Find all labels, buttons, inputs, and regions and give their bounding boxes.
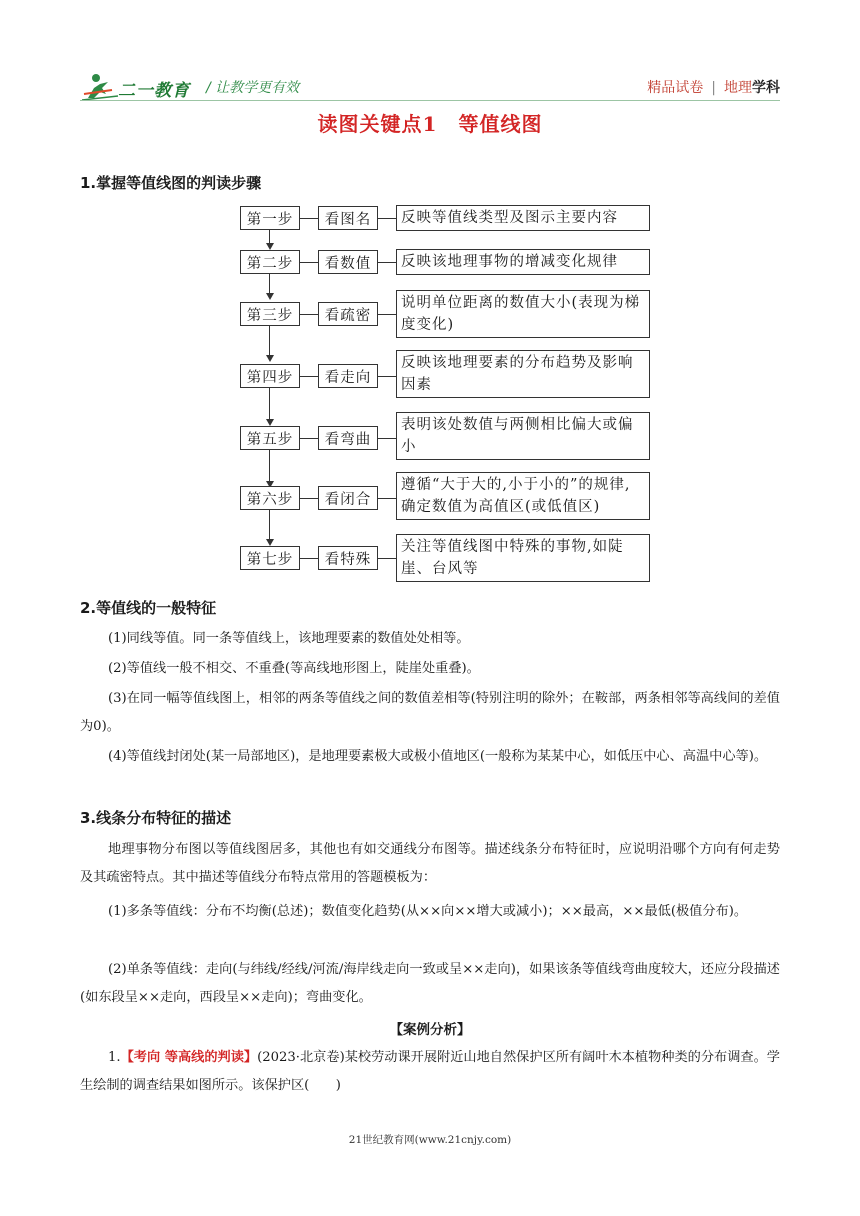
- section-2-paragraph-1: (1)同线等值。同一条等值线上，该地理要素的数值处处相等。: [108, 631, 470, 646]
- section-2-heading: 2.等值线的一般特征: [80, 599, 217, 617]
- flow-arrow: [269, 326, 270, 356]
- flow-connector: [378, 558, 396, 559]
- case-question: [80, 1044, 780, 1100]
- question-number: 1.: [108, 1050, 121, 1065]
- flow-step-1: 第一步: [240, 206, 300, 230]
- flow-arrowhead: [266, 539, 274, 546]
- flow-look-1: 看图名: [318, 206, 378, 230]
- section-1-heading: 1.掌握等值线图的判读步骤: [80, 174, 262, 192]
- flow-arrowhead: [266, 355, 274, 362]
- section-2-paragraph-4: (4)等值线封闭处(某一局部地区)，是地理要素极大或极小值地区(一般称为某某中心，如低压中心、高温中心等)。: [108, 749, 768, 764]
- flow-arrowhead: [266, 293, 274, 300]
- flow-connector: [300, 218, 318, 219]
- flow-arrow: [269, 230, 270, 244]
- flow-look-5: 看弯曲: [318, 426, 378, 450]
- section-3-heading: 3.线条分布特征的描述: [80, 809, 232, 827]
- header-subject-a: 地理: [724, 80, 752, 96]
- flow-arrow: [269, 388, 270, 420]
- flow-step-5: 第五步: [240, 426, 300, 450]
- header-separator: |: [711, 80, 716, 96]
- flow-connector: [300, 314, 318, 315]
- flow-arrowhead: [266, 419, 274, 426]
- question-tag: 【考向 等高线的判读】: [120, 1050, 258, 1065]
- flow-step-3: 第三步: [240, 302, 300, 326]
- section-3-paragraph-3: (2)单条等值线：走向(与纬线/经线/河流/海岸线走向一致或呈××走向)，如果该条等值线弯曲度较大，还应分段描述(如东段呈××走向，西段呈××走向)；弯曲变化。: [80, 962, 780, 1005]
- flow-arrowhead: [266, 243, 274, 250]
- flow-step-4: 第四步: [240, 364, 300, 388]
- flow-connector: [378, 438, 396, 439]
- flow-look-2: 看数值: [318, 250, 378, 274]
- brand-slogan: / 让教学更有效: [206, 80, 300, 96]
- flow-step-2: 第二步: [240, 250, 300, 274]
- flow-arrow: [269, 450, 270, 482]
- section-3-paragraph-2: (1)多条等值线：分布不均衡(总述)；数值变化趋势(从××向××增大或减小)；××最高，××最低(极值分布)。: [108, 904, 748, 919]
- flow-step-7: 第七步: [240, 546, 300, 570]
- flow-desc-1: 反映等值线类型及图示主要内容: [396, 205, 650, 231]
- flow-connector: [378, 376, 396, 377]
- flow-connector: [378, 498, 396, 499]
- brand-name: 二一教育: [118, 81, 190, 101]
- flow-look-7: 看特殊: [318, 546, 378, 570]
- flow-connector: [300, 262, 318, 263]
- flow-desc-3: 说明单位距离的数值大小(表现为梯度变化): [396, 290, 650, 338]
- section-2-paragraph-3: (3)在同一幅等值线图上，相邻的两条等值线之间的数值差相等(特别注明的除外；在鞍部，两条相邻等高线间的差值为0)。: [80, 691, 780, 734]
- flow-connector: [300, 558, 318, 559]
- flow-look-6: 看闭合: [318, 486, 378, 510]
- header-subject: [647, 77, 780, 97]
- header-subject-b: 学科: [752, 80, 780, 96]
- flow-desc-7: 关注等值线图中特殊的事物,如陡崖、台风等: [396, 534, 650, 582]
- flow-connector: [300, 498, 318, 499]
- flow-desc-4: 反映该地理要素的分布趋势及影响因素: [396, 350, 650, 398]
- section-3-paragraph-1: 地理事物分布图以等值线图居多，其他也有如交通线分布图等。描述线条分布特征时，应说明沿哪个方向有何走势及其疏密特点。其中描述等值线分布特点常用的答题模板为：: [80, 842, 780, 885]
- flow-step-6: 第六步: [240, 486, 300, 510]
- flow-desc-6: 遵循“大于大的,小于小的”的规律,确定数值为高值区(或低值区): [396, 472, 650, 520]
- header-label: 精品试卷: [647, 80, 704, 96]
- case-analysis-title: 【案例分析】: [389, 1022, 471, 1038]
- flow-connector: [378, 314, 396, 315]
- page-footer: 21世纪教育网(www.21cnjy.com): [348, 1134, 512, 1146]
- page-title: 读图关键点1 等值线图: [317, 112, 543, 136]
- flow-connector: [300, 376, 318, 377]
- flow-desc-2: 反映该地理事物的增减变化规律: [396, 249, 650, 275]
- section-2-paragraph-2: (2)等值线一般不相交、不重叠(等高线地形图上，陡崖处重叠)。: [108, 661, 480, 676]
- flow-look-4: 看走向: [318, 364, 378, 388]
- header-divider: [80, 100, 780, 101]
- flow-connector: [300, 438, 318, 439]
- flow-arrow: [269, 510, 270, 540]
- question-text: (2023·北京卷)某校劳动课开展附近山地自然保护区所有阔叶木本植物种类的分布调查。学生绘制的调查结果如图所示。该保护区( ): [80, 1050, 780, 1093]
- flow-connector: [378, 262, 396, 263]
- flow-arrow: [269, 274, 270, 294]
- flow-desc-5: 表明该处数值与两侧相比偏大或偏小: [396, 412, 650, 460]
- flow-look-3: 看疏密: [318, 302, 378, 326]
- flow-connector: [378, 218, 396, 219]
